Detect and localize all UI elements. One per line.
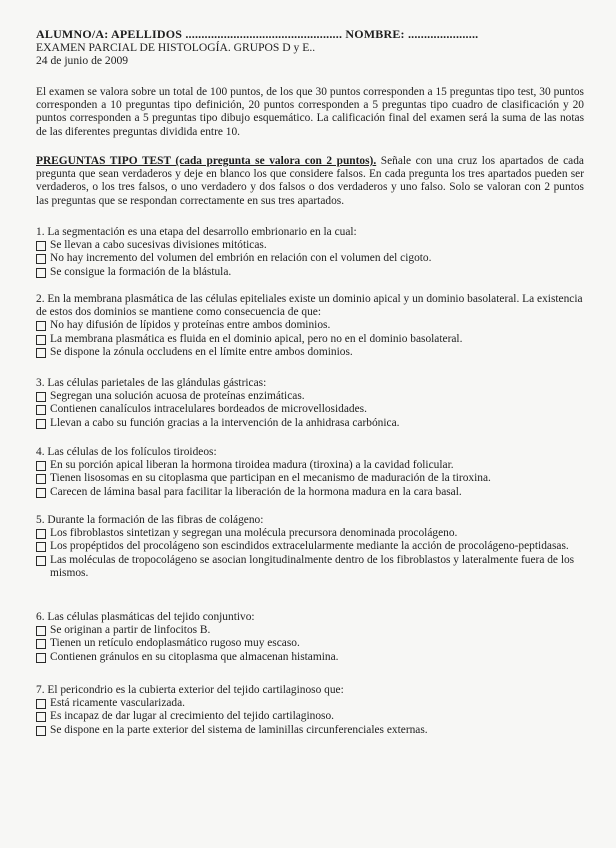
option-3a xyxy=(36,390,591,403)
option-1a xyxy=(36,239,591,252)
option-5a xyxy=(36,527,591,540)
question-stem: 2. En la membrana plasmática de las células epiteliales existe un dominio apical y un dominio basolateral. La existencia de estos dos dominios se mantiene como consecuencia de que: xyxy=(36,293,583,319)
checkbox[interactable] xyxy=(36,348,46,358)
question-stem: 5. Durante la formación de las fibras de colágeno: xyxy=(36,514,264,526)
option-text: Se llevan a cabo sucesivas divisiones mitóticas. xyxy=(50,239,267,252)
checkbox[interactable] xyxy=(36,726,46,736)
option-text: Los propéptidos del procolágeno son escindidos extracelularmente mediante la acción de procolágeno-peptidasas. xyxy=(50,540,569,553)
option-2c xyxy=(36,346,591,359)
option-3b xyxy=(36,403,591,416)
option-text: La membrana plasmática es fluida en el dominio apical, pero no en el dominio basolateral. xyxy=(50,332,463,345)
checkbox[interactable] xyxy=(36,321,46,331)
option-5c xyxy=(36,554,591,580)
question-stem: 4. Las células de los folículos tiroideos: xyxy=(36,446,217,458)
option-text: Contienen canalículos intracelulares bordeados de microvellosidades. xyxy=(50,403,367,416)
checkbox[interactable] xyxy=(36,712,46,722)
question-stem: 3. Las células parietales de las glándulas gástricas: xyxy=(36,377,267,389)
question-3 xyxy=(36,377,591,430)
option-text: Es incapaz de dar lugar al crecimiento del tejido cartilaginoso. xyxy=(50,710,335,723)
checkbox[interactable] xyxy=(36,405,46,415)
option-5b xyxy=(36,540,591,553)
checkbox[interactable] xyxy=(36,419,46,429)
checkbox[interactable] xyxy=(36,474,46,484)
option-text: Carecen de lámina basal para facilitar la liberación de la hormona madura en la cara basal. xyxy=(50,485,462,498)
checkbox[interactable] xyxy=(36,542,46,552)
question-6 xyxy=(36,611,591,664)
question-stem: 6. Las células plasmáticas del tejido conjuntivo: xyxy=(36,611,255,623)
test-heading: PREGUNTAS TIPO TEST (cada pregunta se valora con 2 puntos). xyxy=(36,155,377,167)
option-2b xyxy=(36,333,591,346)
option-7a xyxy=(36,697,591,710)
option-6c xyxy=(36,651,591,664)
checkbox[interactable] xyxy=(36,268,46,278)
checkbox[interactable] xyxy=(36,699,46,709)
checkbox[interactable] xyxy=(36,556,46,566)
option-text: Se consigue la formación de la blástula. xyxy=(50,265,232,278)
option-7b xyxy=(36,710,591,723)
option-text: Los fibroblastos sintetizan y segregan una molécula precursora denominada procolágeno. xyxy=(50,527,458,540)
option-1c xyxy=(36,266,591,279)
option-4a xyxy=(36,459,591,472)
option-3c xyxy=(36,417,591,430)
exam-header xyxy=(36,28,596,68)
option-text: Llevan a cabo su función gracias a la intervención de la anhidrasa carbónica. xyxy=(50,416,400,429)
exam-title: EXAMEN PARCIAL DE HISTOLOGÍA. GRUPOS D y E.. xyxy=(36,41,316,55)
checkbox[interactable] xyxy=(36,529,46,539)
option-text: Se dispone la zónula occludens en el límite entre ambos dominios. xyxy=(50,345,353,358)
option-4b xyxy=(36,472,591,485)
question-stem: 1. La segmentación es una etapa del desarrollo embrionario en la cual: xyxy=(36,226,357,238)
test-instructions-text: Señale con una cruz los apartados de cada pregunta que sean verdaderos y deje en blanco los que considere falsos. En cada pregunta los tres apartados pueden ser verdaderos, o los tres falsos, o uno verdadero y dos falsos o dos verdaderos y uno falso. Solo se valoran con 2 puntos las preguntas que se respondan correctamente en sus tres apartados. xyxy=(36,155,584,207)
question-4 xyxy=(36,446,591,499)
option-6b xyxy=(36,637,591,650)
test-instructions xyxy=(36,155,584,208)
checkbox[interactable] xyxy=(36,392,46,402)
option-text: Se originan a partir de linfocitos B. xyxy=(50,624,211,637)
intro-paragraph: El examen se valora sobre un total de 100 puntos, de los que 30 puntos corresponden a 15 preguntas tipo test, 30 puntos corresponden a 10 preguntas tipo definición, 20 puntos corresponden a 5 preguntas tipo cuadro de clasificación y 20 puntos corresponden a 5 preguntas tipo dibujo esquemático. La calificación final del examen será la suma de las notas de las diferentes preguntas dividida entre 10. xyxy=(36,86,584,138)
checkbox[interactable] xyxy=(36,461,46,471)
option-text: No hay difusión de lípidos y proteínas entre ambos dominios. xyxy=(50,319,331,332)
option-text: No hay incremento del volumen del embrión en relación con el volumen del cigoto. xyxy=(50,252,432,265)
question-5 xyxy=(36,514,591,580)
exam-date: 24 de junio de 2009 xyxy=(36,54,129,68)
option-text: Las moléculas de tropocolágeno se asocian longitudinalmente dentro de los fibroblastos y lateralmente fuera de los mismos. xyxy=(50,553,575,579)
question-7 xyxy=(36,684,591,737)
student-name-line: ALUMNO/A: APELLIDOS ................................................. NOMBRE: ...................... xyxy=(36,27,479,41)
option-text: Se dispone en la parte exterior del sistema de laminillas circunferenciales externas. xyxy=(50,723,428,736)
option-6a xyxy=(36,624,591,637)
option-1b xyxy=(36,252,591,265)
checkbox[interactable] xyxy=(36,488,46,498)
checkbox[interactable] xyxy=(36,335,46,345)
question-stem: 7. El pericondrio es la cubierta exterior del tejido cartilaginoso que: xyxy=(36,684,344,696)
option-2a xyxy=(36,319,591,332)
option-text: Segregan una solución acuosa de proteínas enzimáticas. xyxy=(50,390,305,403)
option-7c xyxy=(36,724,591,737)
checkbox[interactable] xyxy=(36,241,46,251)
option-text: Tienen lisosomas en su citoplasma que participan en el mecanismo de maduración de la tiroxina. xyxy=(50,472,491,485)
option-text: Está ricamente vascularizada. xyxy=(50,697,186,710)
checkbox[interactable] xyxy=(36,254,46,264)
checkbox[interactable] xyxy=(36,639,46,649)
option-4c xyxy=(36,486,591,499)
option-text: En su porción apical liberan la hormona tiroidea madura (tiroxina) a la cavidad folicular. xyxy=(50,459,454,472)
checkbox[interactable] xyxy=(36,626,46,636)
question-2 xyxy=(36,293,591,359)
question-1 xyxy=(36,226,591,279)
option-text: Tienen un retículo endoplasmático rugoso muy escaso. xyxy=(50,637,300,650)
option-text: Contienen gránulos en su citoplasma que almacenan histamina. xyxy=(50,650,339,663)
checkbox[interactable] xyxy=(36,653,46,663)
